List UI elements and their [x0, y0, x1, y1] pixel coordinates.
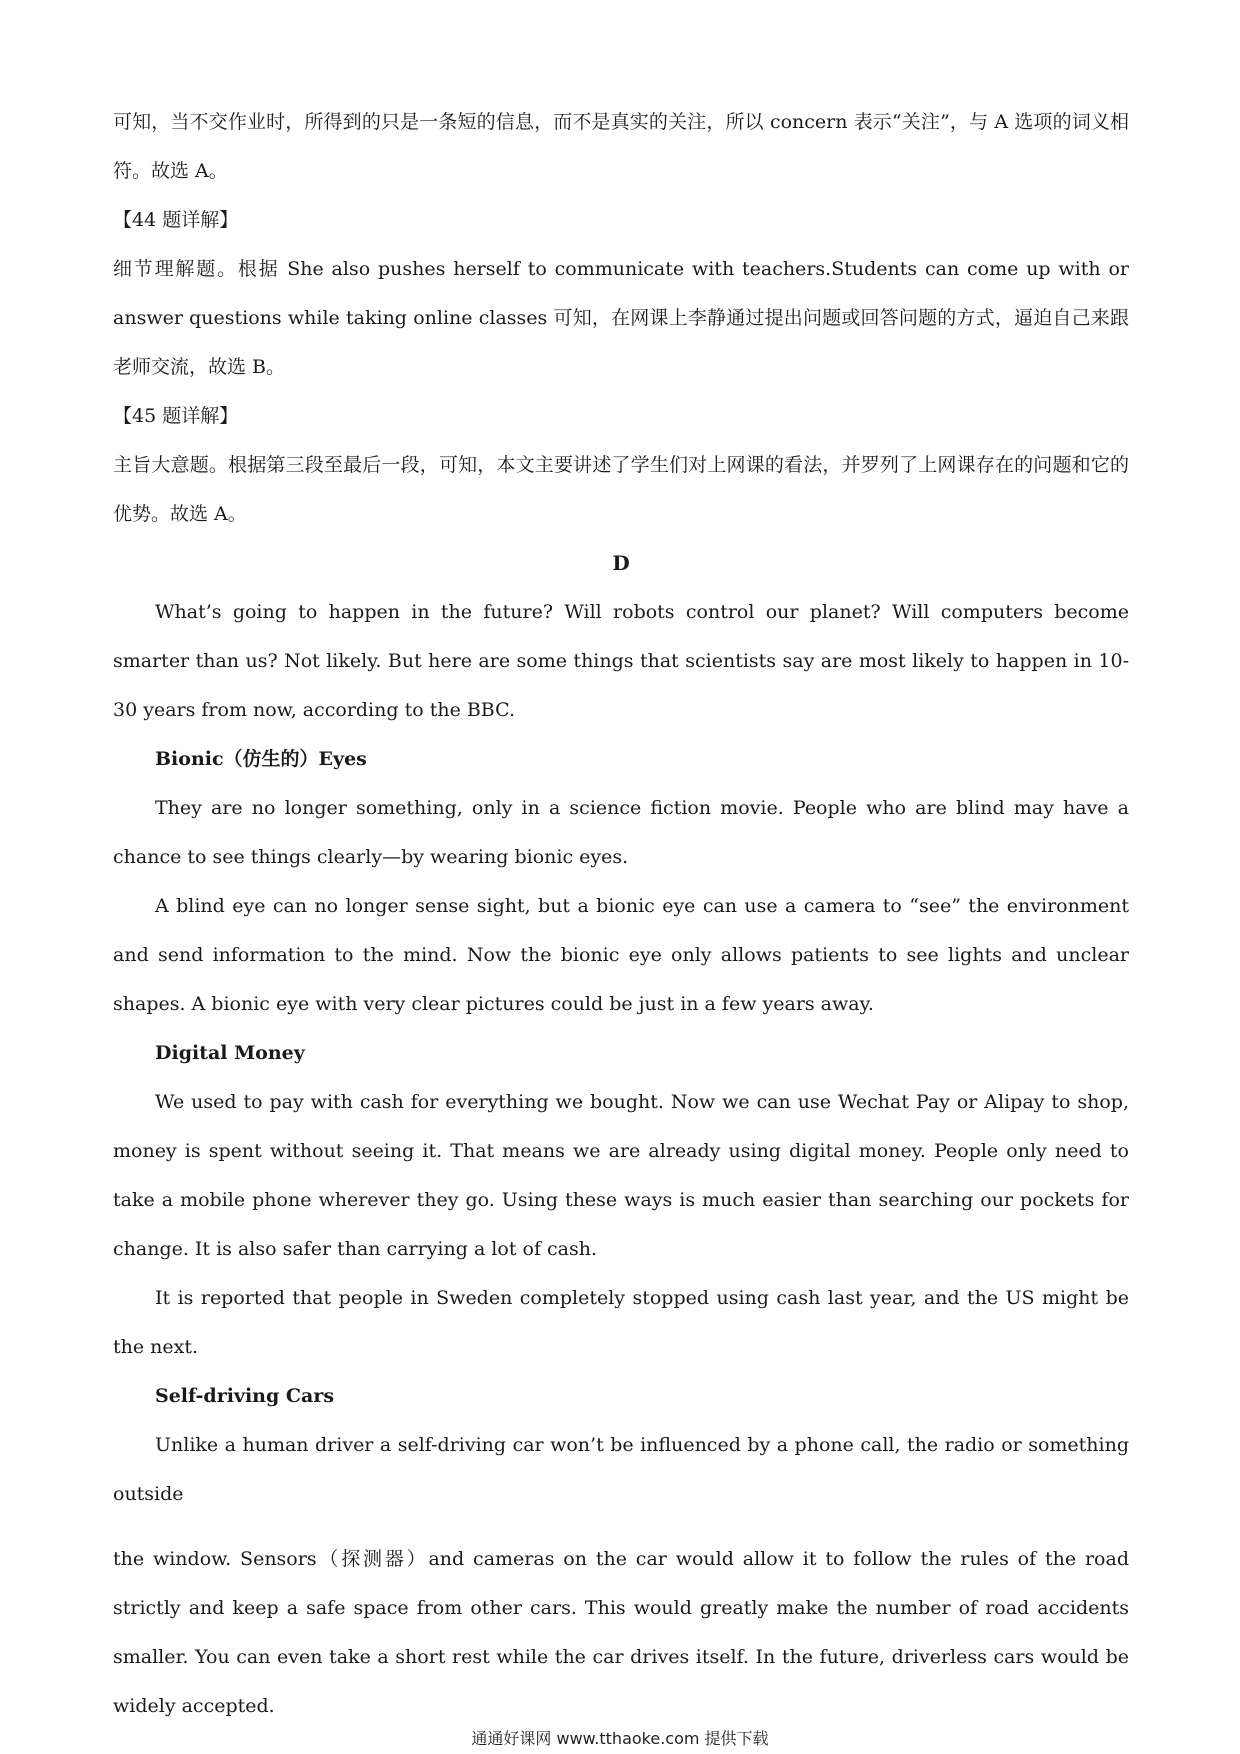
q45-explanation: 主旨大意题。根据第三段至最后一段，可知，本文主要讲述了学生们对上网课的看法，并罗列了上网课存在的问题和它的优势。故选 A。: [113, 454, 1129, 525]
document-page: [113, 98, 1129, 1731]
bionic-eyes-paragraph-1: They are no longer something, only in a science fiction movie. People who are blind may have a chance to see things clearly—by wearing bionic eyes.: [113, 797, 1129, 868]
q44-heading: 【44 题详解】: [113, 209, 239, 231]
self-driving-cars-first-line: Unlike a human driver a self-driving car won’t be influenced by a phone call, the radio or something outside: [113, 1434, 1129, 1505]
self-driving-cars-heading: Self-driving Cars: [155, 1385, 335, 1407]
q43-explanation-continued: 可知，当不交作业时，所得到的只是一条短的信息，而不是真实的关注，所以 concern 表示“关注”，与 A 选项的词义相符。故选 A。: [113, 111, 1129, 182]
q44-explanation: 细节理解题。根据 She also pushes herself to communicate with teachers.Students can come up with or answer questions while taking online classes 可知，在网课上李静通过提出问题或回答问题的方式，逼迫自己来跟老师交流，故选 B。: [113, 258, 1129, 378]
self-driving-cars-paragraph-rest: the window. Sensors（探测器）and cameras on the car would allow it to follow the rules of the road strictly and keep a safe space from other cars. This would greatly make the number of road accidents smaller. You can even take a short rest while the car drives itself. In the future, driverless cars would be widely accepted.: [113, 1548, 1129, 1717]
digital-money-paragraph-1: We used to pay with cash for everything we bought. Now we can use Wechat Pay or Alipay to shop, money is spent without seeing it. That means we are already using digital money. People only need to take a mobile phone wherever they go. Using these ways is much easier than searching our pockets for change. It is also safer than carrying a lot of cash.: [113, 1091, 1129, 1260]
page-footer: 通通好课网 www.tthaoke.com 提供下载: [471, 1729, 769, 1748]
bionic-eyes-heading: Bionic（仿生的）Eyes: [155, 748, 367, 770]
q45-heading: 【45 题详解】: [113, 405, 239, 427]
passage-intro: What’s going to happen in the future? Will robots control our planet? Will computers become smarter than us? Not likely. But here are some things that scientists say are most likely to happen in 10-30 years from now, according to the BBC.: [113, 601, 1129, 721]
bionic-eyes-paragraph-2: A blind eye can no longer sense sight, but a bionic eye can use a camera to “see” the environment and send information to the mind. Now the bionic eye only allows patients to see lights and unclear shapes. A bionic eye with very clear pictures could be just in a few years away.: [113, 895, 1129, 1015]
section-d-title: D: [612, 551, 630, 575]
digital-money-paragraph-2: It is reported that people in Sweden completely stopped using cash last year, and the US might be the next.: [113, 1287, 1129, 1358]
digital-money-heading: Digital Money: [155, 1042, 305, 1064]
